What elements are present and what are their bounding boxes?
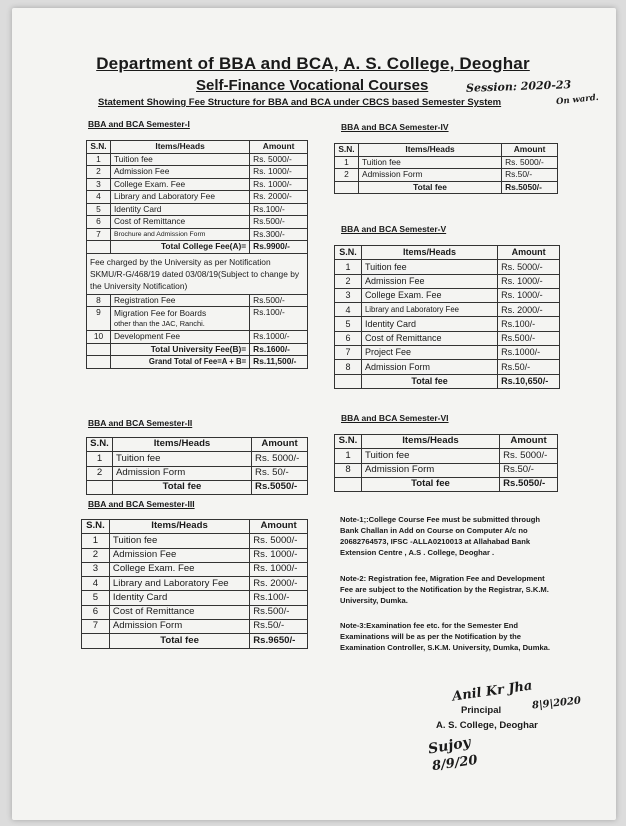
table-row — [335, 317, 560, 331]
item-cell: College Exam. Fee — [109, 562, 249, 576]
table-row — [335, 463, 558, 477]
total-label: Total fee — [361, 374, 497, 388]
item-cell: Cost of Remittance — [361, 331, 497, 345]
sn-cell: 5 — [82, 591, 110, 605]
sn-cell: 6 — [335, 331, 362, 345]
col-sn: S.N. — [335, 246, 362, 260]
sn-cell: 3 — [335, 288, 362, 302]
sem2-table — [86, 437, 308, 495]
item-cell: Identity Card — [110, 203, 249, 216]
total-value: Rs.5050/- — [502, 181, 558, 194]
item-cell: Identity Card — [361, 317, 497, 331]
sn-cell: 1 — [87, 452, 113, 466]
table-row — [87, 452, 308, 466]
document-subtitle: Self-Finance Vocational Courses — [196, 77, 429, 94]
item-cell: Library and Laboratory Fee — [110, 191, 249, 204]
table-row — [335, 156, 558, 169]
col-items: Items/Heads — [361, 246, 497, 260]
table-row — [87, 466, 308, 480]
sn-cell: 2 — [335, 274, 362, 288]
item-cell: Admission Form — [358, 169, 501, 182]
table-row — [87, 307, 308, 331]
item-cell: Tuition fee — [361, 449, 499, 463]
total-college-row — [87, 241, 308, 254]
university-note: Fee charged by the University as per Notification SKMU/R-G/468/19 dated 03/08/19(Subject to change by the University Notification) — [87, 253, 308, 294]
table-header-row — [335, 144, 558, 157]
col-sn: S.N. — [335, 144, 359, 157]
table-row — [82, 548, 308, 562]
table-row — [82, 620, 308, 634]
sn-cell: 2 — [82, 548, 110, 562]
statement-heading: Statement Showing Fee Structure for BBA and BCA under CBCS based Semester System — [98, 97, 502, 108]
col-sn: S.N. — [87, 141, 111, 154]
total-college-value: Rs.9900/- — [250, 241, 308, 254]
amount-cell: Rs.50/- — [500, 463, 558, 477]
sn-cell: 2 — [87, 166, 111, 179]
second-signature-date: 8/9/20 — [431, 752, 479, 775]
amount-cell: Rs.100/- — [250, 307, 308, 331]
amount-cell: Rs. 2000/- — [498, 303, 560, 317]
amount-cell: Rs. 5000/- — [498, 260, 560, 274]
item-cell: Library and Laboratory Fee — [361, 303, 497, 317]
amount-cell: Rs. 5000/- — [500, 449, 558, 463]
col-amount: Amount — [502, 144, 558, 157]
sem1-table — [86, 140, 308, 369]
sn-cell: 4 — [82, 577, 110, 591]
amount-cell: Rs.50/- — [250, 620, 308, 634]
item-cell: College Exam. Fee — [361, 288, 497, 302]
item-cell: Tuition fee — [361, 260, 497, 274]
amount-cell: Rs. 5000/- — [250, 534, 308, 548]
total-university-row — [87, 343, 308, 356]
sn-cell: 4 — [87, 191, 111, 204]
col-items: Items/Heads — [109, 520, 249, 534]
col-sn: S.N. — [87, 438, 113, 452]
table-header-row — [87, 438, 308, 452]
grand-total-row — [87, 356, 308, 369]
amount-cell: Rs. 1000/- — [250, 166, 308, 179]
sn-cell: 4 — [335, 303, 362, 317]
sn-cell: 7 — [82, 620, 110, 634]
table-row — [87, 203, 308, 216]
sn-cell: 1 — [335, 449, 362, 463]
sn-cell: 6 — [87, 216, 111, 229]
sem4-table — [334, 143, 558, 194]
col-amount: Amount — [250, 520, 308, 534]
table-row — [82, 534, 308, 548]
total-row — [335, 374, 560, 388]
table-row — [335, 360, 560, 374]
item-cell: Identity Card — [109, 591, 249, 605]
sem4-title: BBA and BCA Semester-IV — [341, 122, 449, 132]
col-amount: Amount — [498, 246, 560, 260]
item-cell: Brochure and Admission Form — [110, 228, 249, 241]
table-row — [82, 591, 308, 605]
total-label: Total fee — [109, 634, 249, 648]
item-cell: Admission Form — [109, 620, 249, 634]
amount-cell: Rs. 1000/- — [498, 288, 560, 302]
col-items: Items/Heads — [358, 144, 501, 157]
amount-cell: Rs.1000/- — [250, 331, 308, 344]
col-sn: S.N. — [82, 520, 110, 534]
table-header-row — [335, 435, 558, 449]
table-row — [335, 274, 560, 288]
note-2: Note-2: Registration fee, Migration Fee and Development Fee are subject to the Notification by the Registrar, S.K.M. University, Dumka. — [340, 574, 549, 605]
sn-cell: 5 — [87, 203, 111, 216]
item-cell: Admission Fee — [109, 548, 249, 562]
sem1-title: BBA and BCA Semester-I — [88, 119, 190, 129]
item-cell: Admission Form — [112, 466, 251, 480]
table-row — [87, 216, 308, 229]
col-amount: Amount — [250, 141, 308, 154]
table-row — [82, 562, 308, 576]
amount-cell: Rs.100/- — [250, 203, 308, 216]
sn-cell: 2 — [335, 169, 359, 182]
total-university-label: Total University Fee(B)= — [110, 343, 249, 356]
amount-cell: Rs.500/- — [250, 216, 308, 229]
table-header-row — [87, 141, 308, 154]
col-items: Items/Heads — [110, 141, 249, 154]
amount-cell: Rs. 1000/- — [250, 548, 308, 562]
sn-cell: 1 — [335, 260, 362, 274]
total-label: Total fee — [358, 181, 501, 194]
principal-designation: Principal — [461, 705, 502, 716]
total-row — [82, 634, 308, 648]
amount-cell: Rs. 5000/- — [502, 156, 558, 169]
total-college-label: Total College Fee(A)= — [110, 241, 249, 254]
table-row — [87, 178, 308, 191]
table-row — [82, 577, 308, 591]
table-row — [335, 449, 558, 463]
sem6-title: BBA and BCA Semester-VI — [341, 413, 449, 423]
amount-cell: Rs.100/- — [498, 317, 560, 331]
sn-cell: 7 — [87, 228, 111, 241]
table-row — [335, 303, 560, 317]
amount-cell: Rs. 2000/- — [250, 577, 308, 591]
amount-cell: Rs.500/- — [498, 331, 560, 345]
total-label: Total fee — [361, 477, 499, 491]
col-amount: Amount — [252, 438, 308, 452]
sn-cell: 6 — [82, 605, 110, 619]
item-cell: Project Fee — [361, 346, 497, 360]
handwritten-onward: On ward. — [555, 92, 600, 108]
amount-cell: Rs.50/- — [498, 360, 560, 374]
principal-institution: A. S. College, Deoghar — [436, 720, 538, 731]
sn-cell: 7 — [335, 346, 362, 360]
amount-cell: Rs.50/- — [502, 169, 558, 182]
sn-cell: 3 — [82, 562, 110, 576]
table-row — [87, 191, 308, 204]
sn-cell: 3 — [87, 178, 111, 191]
table-row — [335, 260, 560, 274]
table-row — [335, 331, 560, 345]
sem3-title: BBA and BCA Semester-III — [88, 499, 195, 509]
table-row — [87, 294, 308, 307]
document-title: Department of BBA and BCA, A. S. College, Deoghar — [96, 54, 530, 73]
col-items: Items/Heads — [112, 438, 251, 452]
item-cell: Development Fee — [110, 331, 249, 344]
table-row — [335, 346, 560, 360]
item-cell: Admission Fee — [110, 166, 249, 179]
total-row — [335, 181, 558, 194]
item-cell: Tuition fee — [110, 153, 249, 166]
amount-cell: Rs.300/- — [250, 228, 308, 241]
sn-cell: 5 — [335, 317, 362, 331]
second-signature: Sujoy — [426, 734, 472, 758]
sn-cell: 9 — [87, 307, 111, 331]
table-row — [335, 169, 558, 182]
item-cell: Registration Fee — [110, 294, 249, 307]
note-3: Note-3:Examination fee etc. for the Semester End Examinations will be as per the Notification by the Examination Controller, S.K.M. University, Dumka, Dumka. — [340, 621, 551, 652]
item-line-2: other than the JAC, Ranchi. — [113, 318, 205, 328]
sn-cell: 8 — [335, 360, 362, 374]
amount-cell: Rs. 2000/- — [250, 191, 308, 204]
table-header-row — [335, 246, 560, 260]
sem3-table — [81, 519, 308, 649]
amount-cell: Rs.500/- — [250, 294, 308, 307]
item-cell: Cost of Remittance — [109, 605, 249, 619]
table-row — [87, 331, 308, 344]
principal-signature: Anil Kr Jha — [451, 678, 534, 705]
amount-cell: Rs. 50/- — [252, 466, 308, 480]
grand-total-value: Rs.11,500/- — [250, 356, 308, 369]
item-cell: Admission Fee — [361, 274, 497, 288]
item-cell: Cost of Remittance — [110, 216, 249, 229]
item-cell — [110, 307, 249, 331]
university-note-row — [87, 253, 308, 294]
item-cell: Library and Laboratory Fee — [109, 577, 249, 591]
note-1: Note-1;:College Course Fee must be submitted through Bank Challan in Add on Course on Computer A/c no 20682764573, IFSC -ALLA0210013 at Allahabad Bank Extension Centre , A.S . College, Deoghar . — [340, 515, 540, 557]
table-row — [335, 288, 560, 302]
amount-cell: Rs.500/- — [250, 605, 308, 619]
sem6-table — [334, 434, 558, 492]
item-cell: Admission Form — [361, 463, 499, 477]
item-cell: Admission Form — [361, 360, 497, 374]
sn-cell: 8 — [87, 294, 111, 307]
total-value: Rs.5050/- — [252, 480, 308, 494]
grand-total-label: Grand Total of Fee=A + B= — [110, 356, 249, 369]
amount-cell: Rs. 1000/- — [498, 274, 560, 288]
total-value: Rs.9650/- — [250, 634, 308, 648]
item-cell: College Exam. Fee — [110, 178, 249, 191]
handwritten-session: Session: 2020-23 — [465, 78, 572, 95]
sn-cell: 1 — [335, 156, 359, 169]
total-value: Rs.5050/- — [500, 477, 558, 491]
col-sn: S.N. — [335, 435, 362, 449]
document-page — [12, 8, 616, 820]
sn-cell: 10 — [87, 331, 111, 344]
amount-cell: Rs. 5000/- — [252, 452, 308, 466]
table-header-row — [82, 520, 308, 534]
amount-cell: Rs. 5000/- — [250, 153, 308, 166]
sn-cell: 1 — [87, 153, 111, 166]
table-row — [87, 153, 308, 166]
sem2-title: BBA and BCA Semester-II — [88, 418, 193, 428]
item-line-1: Migration Fee for Boards — [113, 308, 207, 318]
total-row — [335, 477, 558, 491]
sem5-table — [334, 245, 560, 389]
table-row — [87, 166, 308, 179]
total-university-value: Rs.1600/- — [250, 343, 308, 356]
signature-date: 8|9|2020 — [531, 695, 582, 712]
amount-cell: Rs.1000/- — [498, 346, 560, 360]
amount-cell: Rs. 1000/- — [250, 562, 308, 576]
item-cell: Tuition fee — [109, 534, 249, 548]
item-cell: Tuition fee — [358, 156, 501, 169]
amount-cell: Rs. 1000/- — [250, 178, 308, 191]
total-row — [87, 480, 308, 494]
total-value: Rs.10,650/- — [498, 374, 560, 388]
total-label: Total fee — [112, 480, 251, 494]
col-items: Items/Heads — [361, 435, 499, 449]
table-row — [87, 228, 308, 241]
sem5-title: BBA and BCA Semester-V — [341, 224, 447, 234]
col-amount: Amount — [500, 435, 558, 449]
sn-cell: 8 — [335, 463, 362, 477]
sn-cell: 2 — [87, 466, 113, 480]
item-cell: Tuition fee — [112, 452, 251, 466]
table-row — [82, 605, 308, 619]
sn-cell: 1 — [82, 534, 110, 548]
amount-cell: Rs.100/- — [250, 591, 308, 605]
